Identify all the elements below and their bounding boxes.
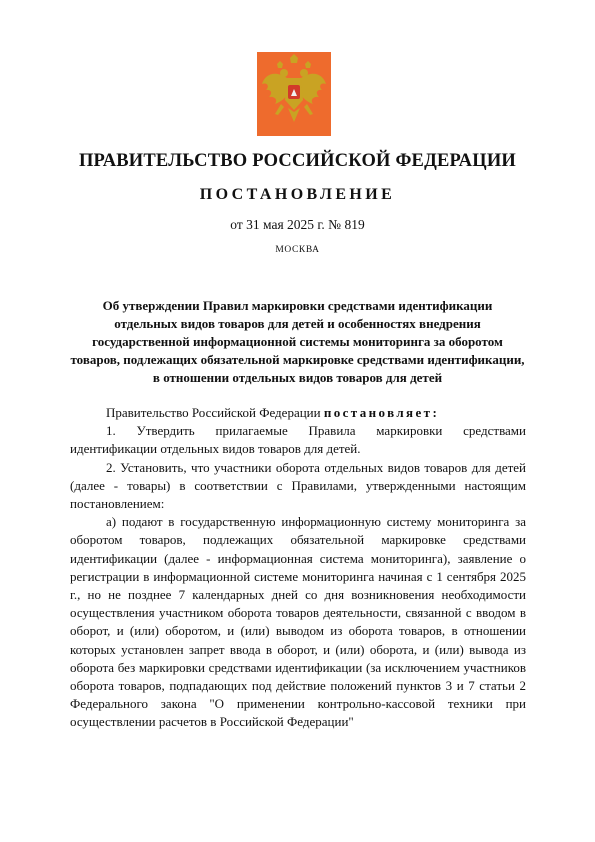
government-title: ПРАВИТЕЛЬСТВО РОССИЙСКОЙ ФЕДЕРАЦИИ: [78, 151, 517, 171]
document-date-number: от 31 мая 2025 г. № 819: [230, 217, 365, 232]
document-subject: Об утверждении Правил маркировки средствами идентификации отдельных видов товаров для детей и особенностях внедрения государственной информационной системы мониторинга за оборотом товаров, подлежащих обязательной маркировке средствами идентификации, в отношении отдельных видов товаров для детей: [70, 298, 525, 385]
russian-coat-of-arms-icon: [257, 52, 331, 136]
intro-text: Правительство Российской Федерации: [106, 405, 321, 420]
paragraph-1: 1. Утвердить прилагаемые Правила маркировки средствами идентификации отдельных видов товаров для детей.: [70, 423, 526, 457]
document-type: ПОСТАНОВЛЕНИЕ: [199, 186, 396, 203]
city-name: МОСКВА: [275, 245, 320, 255]
intro-verb: постановляет:: [323, 405, 440, 420]
paragraph-2: 2. Установить, что участники оборота отдельных видов товаров для детей (далее - товары) в соответствии с Правилами, утвержденными настоящим постановлением:: [70, 459, 526, 512]
intro-paragraph: [70, 404, 526, 422]
document-body: [70, 404, 526, 732]
paragraph-2a: а) подают в государственную информационную систему мониторинга за оборотом товаров, подлежащих обязательной маркировке средствами идентификации (далее - информационная система мониторинга), заявление о регистрации в информационной системе мониторинга начиная с 1 сентября 2025 г., но не позднее 7 календарных дней со дня возникновения необходимости осуществления участником оборота товаров деятельности, связанной с вводом в оборот, и (или) оборотом, и (или) выводом из оборота товаров, в отношении которых установлен запрет ввода в оборот, и (или) оборота, и (или) вывода из оборота без маркировки средствами идентификации (за исключением участников оборота товаров, подпадающих под действие положений пунктов 3 и 7 статьи 2 Федерального закона "О применении контрольно-кассовой техники при осуществлении расчетов в Российской Федерации": [70, 514, 526, 730]
